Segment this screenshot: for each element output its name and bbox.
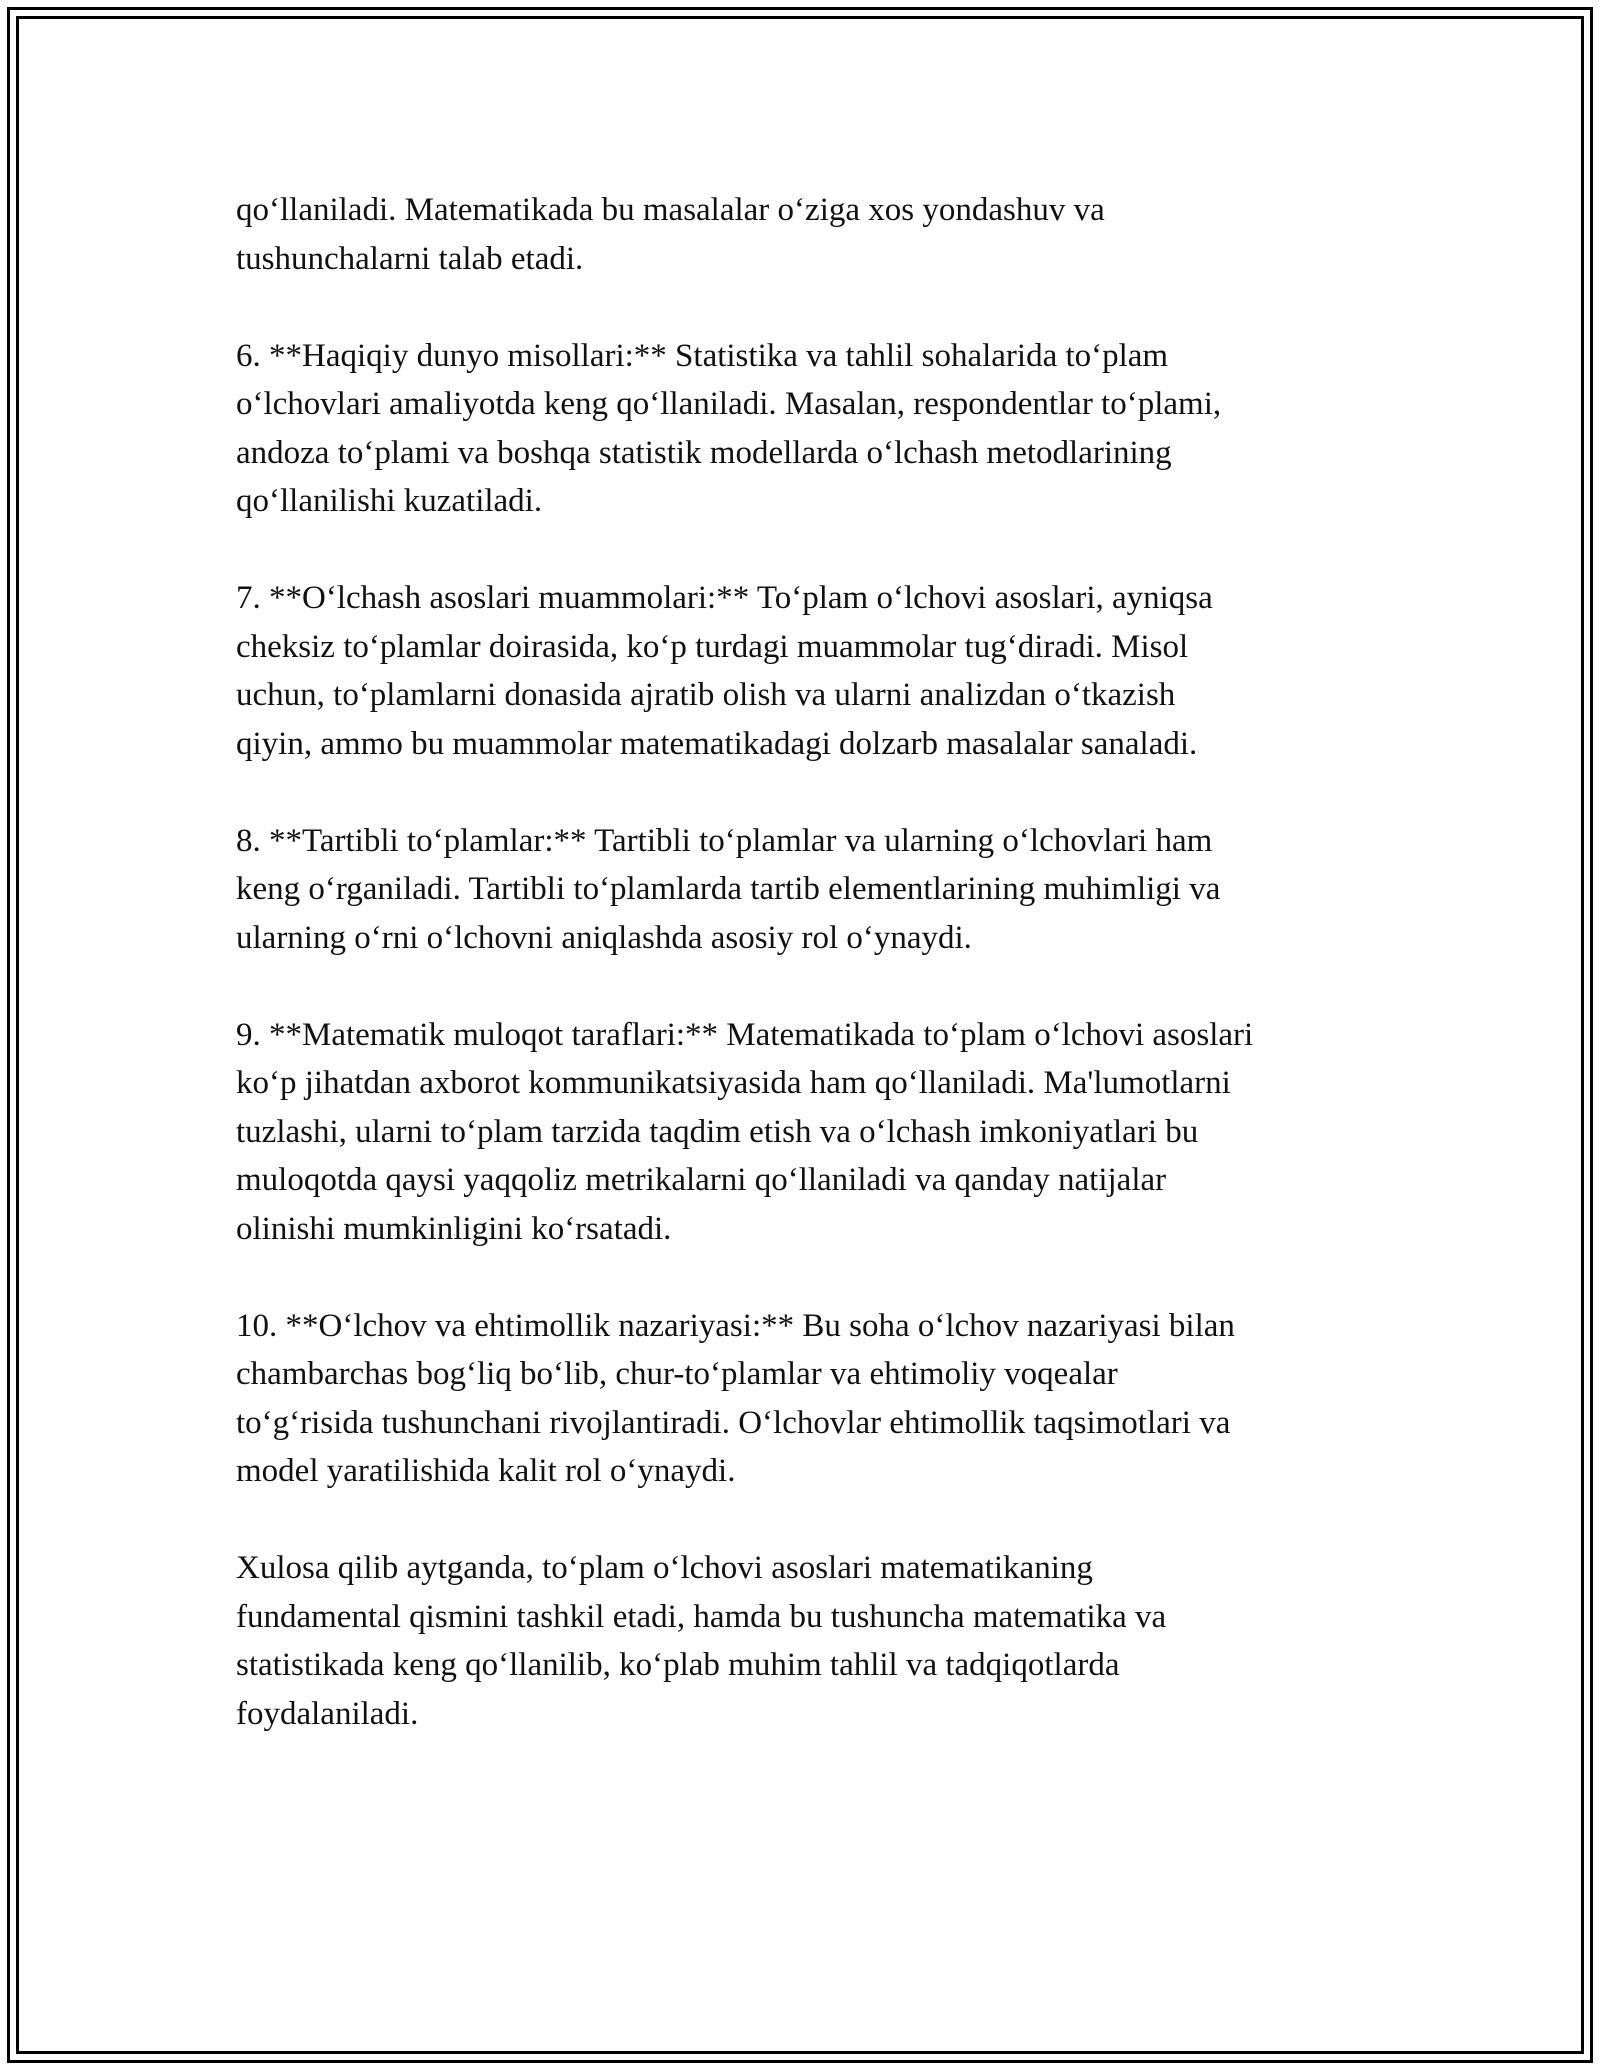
paragraph xyxy=(236,1302,1376,1496)
text-line: muloqotda qaysi yaqqoliz metrikalarni qo‘llaniladi va qanday natijalar xyxy=(236,1162,1167,1198)
text-line: ko‘p jihatdan axborot kommunikatsiyasida ham qo‘llaniladi. Ma'lumotlarni xyxy=(236,1065,1231,1101)
text-line: ularning o‘rni o‘lchovni aniqlashda asosiy rol o‘ynaydi. xyxy=(236,919,972,956)
paragraph xyxy=(236,574,1376,768)
text-line: 6. **Haqiqiy dunyo misollari:** Statistika va tahlil sohalarida to‘plam xyxy=(236,337,1169,374)
text-line: qo‘llanilishi kuzatiladi. xyxy=(236,483,543,519)
text-line: qo‘llaniladi. Matematikada bu masalalar o‘ziga xos yondashuv va xyxy=(236,192,1105,228)
text-line: uchun, to‘plamlarni donasida ajratib olish va ularni analizdan o‘tkazish xyxy=(236,677,1176,713)
text-line: statistikada keng qo‘llanilib, ko‘plab muhim tahlil va tadqiqotlarda xyxy=(236,1647,1120,1683)
text-line: andoza to‘plami va boshqa statistik modellarda o‘lchash metodlarining xyxy=(236,434,1172,471)
text-line: olinishi mumkinligini ko‘rsatadi. xyxy=(236,1210,672,1247)
text-line: model yaratilishida kalit rol o‘ynaydi. xyxy=(236,1453,736,1489)
text-line: 10. **O‘lchov va ehtimollik nazariyasi:** Bu soha o‘lchov nazariyasi bilan xyxy=(236,1307,1235,1344)
paragraph xyxy=(236,1011,1376,1254)
text-line: 8. **Tartibli to‘plamlar:** Tartibli to‘plamlar va ularning o‘lchovlari ham xyxy=(236,822,1213,859)
text-line: to‘g‘risida tushunchani rivojlantiradi. O‘lchovlar ehtimollik taqsimotlari va xyxy=(236,1404,1231,1441)
paragraph xyxy=(236,332,1376,526)
text-line: qiyin, ammo bu muammolar matematikadagi dolzarb masalalar sanaladi. xyxy=(236,725,1198,762)
text-line: fundamental qismini tashkil etadi, hamda bu tushuncha matematika va xyxy=(236,1598,1167,1635)
text-line: Xulosa qilib aytganda, to‘plam o‘lchovi asoslari matematikaning xyxy=(236,1550,1093,1586)
paragraph xyxy=(236,186,1376,283)
paragraph xyxy=(236,817,1376,963)
text-line: cheksiz to‘plamlar doirasida, ko‘p turdagi muammolar tug‘diradi. Misol xyxy=(236,628,1189,665)
text-line: 7. **O‘lchash asoslari muammolari:** To‘plam o‘lchovi asoslari, ayniqsa xyxy=(236,580,1213,616)
text-line: 9. **Matematik muloqot taraflari:** Matematikada to‘plam o‘lchovi asoslari xyxy=(236,1016,1254,1053)
text-line: chambarchas bog‘liq bo‘lib, chur-to‘plamlar va ehtimoliy voqealar xyxy=(236,1356,1118,1392)
text-line: o‘lchovlari amaliyotda keng qo‘llaniladi. Masalan, respondentlar to‘plami, xyxy=(236,386,1222,422)
text-line: keng o‘rganiladi. Tartibli to‘plamlarda tartib elementlarining muhimligi va xyxy=(236,871,1221,907)
text-line: tuzlashi, ularni to‘plam tarzida taqdim etish va o‘lchash imkoniyatlari bu xyxy=(236,1113,1199,1150)
paragraph xyxy=(236,1544,1376,1738)
document-body xyxy=(236,186,1376,1787)
text-line: foydalaniladi. xyxy=(236,1695,419,1732)
text-line: tushunchalarni talab etadi. xyxy=(236,240,584,277)
